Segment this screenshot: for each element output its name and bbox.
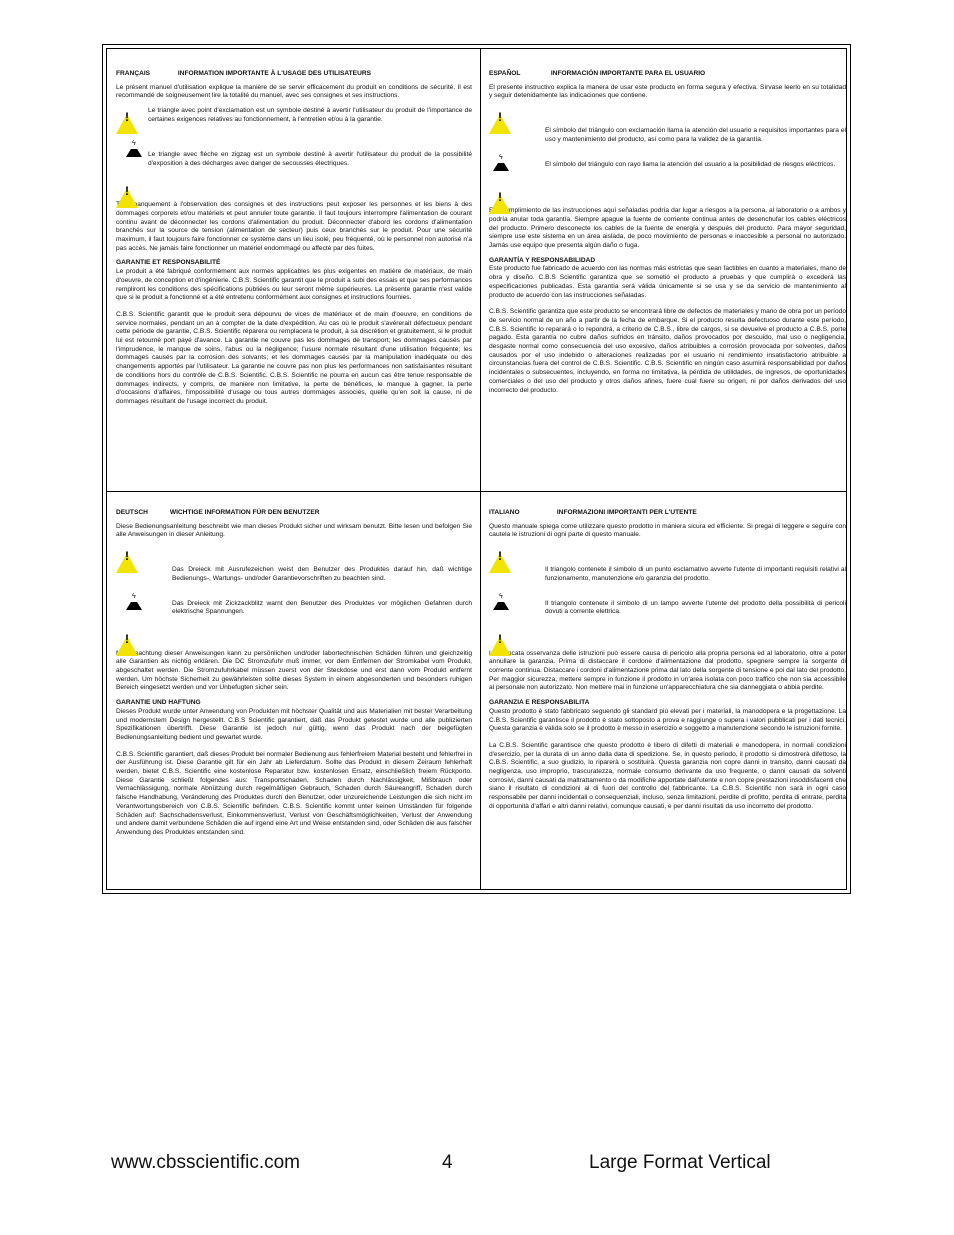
language-label: DEUTSCH [116,509,148,516]
lightning-triangle-icon: ϟ [493,590,509,599]
language-label: ESPAÑOL [489,70,521,77]
warranty-paragraph-2: La C.B.S. Scientific garantisce che questo prodotto è libero di difetti di materiali e manodopera, in normali condizioni d'esercizio, per la durata di un anno dalla data di spedizione. Se, in questo periodo, il prodotto si dimostrerà difettoso, la C.B.S. Scientific, a suo giudizio, lo riparerà o sostituirà. Questa garanzia non copre danni in transito, danni causati da negligenza, uso improprio, trascuratezza, normale consumo derivante da uso frequente, o danni causati da solventi corrosivi, danni causati da maltrattamento o da modifiche apportate dall'utente e non copre prestazioni insoddisfacenti che siano il risultato di condizioni al di fuori del controllo del fabbricante. La C.B.S. Scientific non sarà in ogni caso responsabile per danni incidentali o consequenziali, incluso, senza limitazioni, perdite di profitto, perdita di entrate, perdita di opportunità d'affari e altri danni relativi, comunque causati, e per danni risultati da uso incorretto del prodotto. [489,741,846,810]
warning-exclamation [489,546,846,583]
lightning-triangle-icon: ϟ [126,137,142,146]
warranty-paragraph-2: C.B.S. Scientific garantit que le produit sera dépourvu de vices de matériaux et de main d'oeuvre, en conditions de service normales, pendant un an à compter de la date d'expédition. Au cas où le produit s'avérerait défectueux pendant cette période de garantie, C.B.S. Scientific réparera ou remplacera le produit, à sa discrétion et gratuitement, si le produit lui est retourné port payé d'avance. La garantie ne couvre pas les dommages de transport; les dommages causés par l'imprudence, le manque de soins, l'abus ou la négligence; l'usure normale résultant d'une utilisation fréquente; les dommages causés par la corrosion des solvants; et les dommages causés par la manipulation inadéquate ou des changements apportés par l'utilisateur. La garantie ne couvre pas non plus les performances non satisfaisantes résultant de conditions hors du contrôle de C.B.S. Scientific. C.B.S. Scientific ne pourra en aucun cas être tenue responsable de dommages indirects, y compris, de manière non limitative, la perte de bénéfices, le manque à gagner, la perte d'occasions d'affaires, l'impossibilité d'usage ou tous autres dommages associés, quelle qu'en soit la cause, ni de dommages résultant de l'usage incorrect du produit. [116,310,472,405]
section-title: WICHTIGE INFORMATION FÜR DEN BENUTZER [169,509,320,516]
warranty-title: GARANTIE UND HAFTUNG [116,699,201,707]
footer-product-name: Large Format Vertical [589,1152,771,1173]
section-header [116,70,472,79]
warranty-paragraph-2: C.B.S. Scientific garantiert, daß dieses Produkt bei normaler Bedienung aus fehlerfreiem Material besteht und fehlerfrei in der Ausführung ist. Diese Garantie gilt für ein Jahr ab Lieferdatum. Sollte das Produkt in diesem Zeiraum fehlerhaft werden, bietet C.B.S. Scientific eine kostenlose Reparatur bzw. kostenlosen Ersatz, einschließlich freiem Rückporto. Diese Garantie schließt folgendes aus: Transportschaden, Schaden durch Nachlässigkeit, Mißbrauch oder Vernachlässigung, normale Abnützung durch regelmäßigen Gebrauch, Schaden durch Säureangriff, Schaden durch falsche Handhabung, Veränderung des Produktes durch den Benutzer, oder unzureichende Leistungen die sich nicht im Verantwortungsbereich von C.B.S. Scientific befinden. C.B.S. Scientific kommt unter keinen Umständen für folgende Schäden auf: Sachschadensverlust, Einkommensverlust, Verlust von Geschäftsmöglichkeiten, Verlust der Anwendung und andere damit verbundene Schäden die auf irgend eine Art und Weise entstanden sind, oder Schäden die aus falscher Anwendung des Produktes entstanden sind. [116,750,472,836]
exclamation-triangle-icon: ! [489,629,511,638]
warning-lightning [116,137,472,168]
warning-exclamation [489,107,846,144]
warranty-paragraph-1: Dieses Produkt wurde unter Anwendung von Produkten mit höchster Qualität und aus Materialien mit bester Verarbeitung und modernstem Design hergestellt. C.B.S Scientific garantiert, daß das Produkt getestet wurde und alle publizierten Spezifikationen übertrifft. Diese Garantie ist jedoch nur gültig, wenn das Produkt nach der beigefügten Bedienungsanleitung bedient und gewartet wurde. [116,707,472,741]
language-label: ITALIANO [489,509,520,516]
caution-text: Tout manquement à l'observation des consignes et des instructions peut exposer les personnes et les biens à des dommages corporels et/ou matériels et peut annuler toute garantie. Il faut toujours interrompre l'alimentation de courant continu avant de déconnecter les cordons d'alimentation du produit. Déconnecter d'abord les cordons d'alimentation branchés sur la source de tension (alimentation de secteur) puis ceux branchés sur le produit. Pour une sécurité maximum, il faut toujours faire fonctionner ce système dans un lieu isolé, peu fréquenté, où le personnel non autorisé n'a pas accès. Ne jamais faire fonctionner un matériel endommagé ou affecté par des fuites. [116,201,472,252]
intro-text: Diese Bedienungsanleitung beschreibt wie man dieses Produkt sicher und wirksam benutzt. Bitte lesen und befolgen Sie alle Anweisungen in dieser Anleitung. [116,522,472,539]
warning-text: Le triangle avec point d'exclamation est un symbole destiné à avertir l'utilisateur du produit de l'importance de certaines exigences relatives au fonctionnement, à l'entretien et/ou à la garantie. [148,107,472,123]
intro-text: Le présent manuel d'utilisation explique la manière de se servir efficacement du produit en conditions de sécurité. Il est recommandé de soigneusement lire la totalité du manuel, avec ses consignes et ses instructions. [116,83,472,100]
section-header [116,509,472,518]
warranty-paragraph-1: Este producto fue fabricado de acuerdo con las normas más estrictas que sean factibles en cuanto a materiales, mano de obra y diseño. C.B.S Scientific garantiza que se sometió el producto a pruebas y que cumplirá o excederá las especificaciones publicadas. Esta garantía será válida únicamente si se usa y se da servicio de mantenimiento al producto de acuerdo con las instrucciones señaladas. [489,265,846,299]
warning-lightning [116,590,472,617]
section-french [116,70,472,411]
exclamation-triangle-icon: ! [116,629,138,638]
exclamation-triangle-icon: ! [489,187,511,196]
warranty-title: GARANTIE ET RESPONSABILITÉ [116,259,221,267]
exclamation-triangle-icon: ! [489,107,511,116]
warranty-title: GARANZIA E RESPONSABILITA [489,699,590,707]
section-header [489,70,846,79]
warning-exclamation [116,107,472,131]
warning-lightning [489,590,846,617]
intro-text: El presente instructivo explica la manera de usar este producto en forma segura y efectiva. Sírvase leerlo en su totalidad y seguir detenidamente las indicaciones que contiene. [489,83,846,100]
warranty-paragraph-1: Questo prodotto è stato fabbricato seguendo gli standard più elevati per i materiali, la manodopera e la progettazione. La C.B.S. Scientific garantisce il prodotto è stato sottoposto a prova e raggiunge o supera i valori pubblicati per i dati tecnici. Questa garanzia è valida solo se il prodotto è messo in esercizio e soggetto a manutenzione secondo le istruzioni fornite. [489,707,846,733]
warning-text: Das Dreieck mit Ausrufezeichen weist den Benutzer des Produktes darauf hin, daß wichtige Bedienungs-, Wartungs- und/oder Garantievorschriften zu beachten sind. [172,566,472,582]
exclamation-triangle-icon: ! [116,107,138,116]
caution-text: Nichtbeachtung dieser Anweisungen kann zu persönlichen und/oder labortechnischen Schäden führen und gleichzeitig alle Garantien als nichtig erklären. Die DC Stromzufuhr muß immer, vor dem Entfernen der Stromkabel vom Produkt, abgeschaltet werden. Die Stromzufuhrkabel müssen zuerst von der Steckdose und erst dann vom Produkt entfernt werden. Um höchste Sicherheit zu gewährleisten sollte dieses System in einem abgesonderten und besonders ruhigen Bereich eingesetzt werden und vor Unbefugten sicher sein. [116,649,472,692]
section-title: INFORMAZIONI IMPORTANTI PER L'UTENTE [556,509,697,516]
warranty-paragraph-2: C.B.S. Scientific garantiza que este producto se encontrará libre de defectos de materiales y mano de obra por un período de servicio normal de un año a partir de la fecha de embarque. Si el producto resulta defectuoso durante este período, C.B.S. Scientific lo reparará o lo repondrá, a criterio de C.B.S., libre de cargos, si se devuelve el producto a C.B.S. porte pagado. Esta garantía no cubre daños sufridos en tránsito, daños provocados por descuido, mal uso o negligencia, desgaste normal como consecuencia del uso excesivo, daños atribuibles a corrosión provocada por solventes, daños causados por el uso indebido o alteraciones realizadas por el usuario ni rendimiento insatisfactorio atribuible a circunstancias fuera del control de C.B.S. Scientific. C.B.S. Scientific en ningún caso asumirá responsabilidad por daños incidentales o subsecuentes, incluyendo, en forma no limitativa, la pérdida de utilidades, de ingresos, de oportunidades comerciales o del uso del producto y otros daños afines, fuere cual fuere su origen, ni por daños derivados del uso incorrecto del producto. [489,308,847,394]
exclamation-triangle-icon: ! [116,181,138,190]
document-frame [102,44,851,894]
warning-text: Il triangolo contenete il simbolo di un lampo avverte l'utente del prodotto della possibilità di pericoli dovuti a corrente elettrica. [545,599,846,616]
section-title: INFORMACIÓN IMPORTANTE PARA EL USUARIO [550,70,706,77]
warning-text: Le triangle avec flèche en zigzag est un symbole destiné à avertir l'utilisateur du produit de la possibilité d'exposition à des décharges avec danger de secousses électriques. [148,151,472,167]
warranty-title: GARANTÍA Y RESPONSABILIDAD [489,256,596,264]
section-spanish [489,70,846,399]
row-divider [107,491,846,492]
caution-text: La mancata osservanza delle istruzioni può essere causa di pericolo alla propria persona ed al laboratorio, oltre a poter annullare la garanzia. Prima di distaccare il cordone d'alimentazione dal prodotto, spegnere sempre la sorgente di corrente continua. Distaccare i cordoni d'alimentazione prima dal lato della sorgente di tensione e poi dal lato del prodotto. Per maggior sicurezza, mettere sempre in funzione il prodotto in un'area isolata con poco traffico che non sia accessibile al personale non autorizzato. Non mettere mai in funzione un'apparecchiatura che sia danneggiata o abbia perdite. [489,649,846,692]
warning-exclamation [116,546,472,583]
exclamation-triangle-icon: ! [489,546,511,555]
lightning-triangle-icon: ϟ [493,151,509,160]
footer-page-number: 4 [442,1152,453,1173]
warranty-paragraph-1: Le produit a été fabriqué conformément aux normes applicables les plus exigentes en matière de matériaux, de main d'oeuvre, de conception et d'ingénierie. C.B.S. Scientific garantit que le produit a subi des essais et que ses performances rempliront les conditions des spécifications publiées ou leur seront même supérieures. La présente garantie n'est valide que si le produit a fonctionné et a été entretenu conformément aux consignes et instructions fournies. [116,268,472,302]
warning-text: El símbolo del triángulo con rayo llama la atención del usuario a la posibilidad de riesgos eléctricos. [545,160,836,168]
section-italian [489,509,846,816]
document-frame-inner [106,48,847,890]
warning-text: Das Dreieck mit Zickzackblitz warnt den Benutzer des Produktes vor möglichen Gefahren durch elektrische Spannungen. [172,599,472,616]
language-label: FRANÇAIS [116,70,151,77]
exclamation-triangle-icon: ! [116,546,138,555]
section-header [489,509,846,518]
intro-text: Questo manuale spiega come utilizzare questo prodotto in maniera sicura ed efficiente. Si pregai di leggere e seguire con cautela le istruzioni di ogni parte di questo manuale. [489,522,846,539]
lightning-triangle-icon: ϟ [126,590,142,599]
caution-block [489,187,846,251]
warning-text: El símbolo del triángulo con exclamación llama la atención del usuario a requisitos importantes para el uso y mantenimiento del producto, así como para la validez de la garantía. [545,127,846,143]
warning-text: Il triangolo contenete il simbolo di un punto esclamativo avverte l'utente di importanti requisiti relativi al funzionamento, manutenzione e/o garanzia del prodotto. [545,566,846,582]
footer-website: www.cbsscientific.com [111,1152,300,1173]
warning-lightning [489,151,846,175]
caution-block [489,629,846,693]
section-title: INFORMATION IMPORTANTE À L'USAGE DES UTILISATEURS [177,70,371,77]
caution-text: El incumplimiento de las instrucciones aquí señaladas podría dar lugar a riesgos a la persona, al laboratorio o a ambos y podría anular toda garantía. Siempre apague la fuente de corriente continua antes de desenchufar los cables eléctricos del producto. Primero desconecte los cables de la fuente de energía y después del producto. Para mayor seguridad, siempre use este sistema en un área aislada, de poco movimiento de personas e inaccesible a personal no autorizado. Jamás use equipo que presenta algún daño o fuga. [489,207,846,250]
caution-block [116,629,472,693]
caution-block [116,181,472,254]
column-divider [480,49,481,889]
section-german [116,509,472,842]
